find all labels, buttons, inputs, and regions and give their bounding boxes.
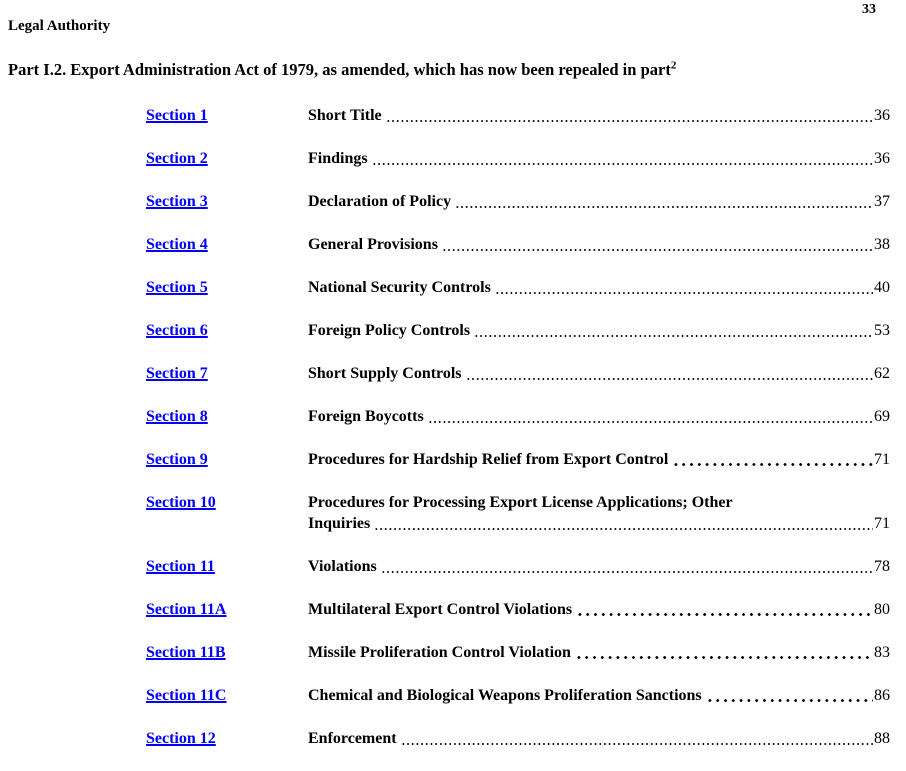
toc-page-number: 83 [874, 644, 890, 661]
section-link-cell [146, 449, 308, 470]
section-link-cell [146, 492, 308, 513]
toc-page-number: 78 [874, 558, 890, 575]
section-link[interactable]: Section 12 [146, 730, 216, 747]
toc-title: Enforcement [308, 730, 397, 747]
toc-title-line: Procedures for Processing Export License Applications; Other [308, 494, 733, 511]
part-label: Part I.2. [8, 60, 67, 79]
section-link-cell [146, 320, 308, 341]
section-link-cell [146, 277, 308, 298]
toc-entry-line [308, 191, 890, 212]
toc-list [0, 105, 906, 771]
toc-entry [308, 642, 890, 663]
section-link[interactable]: Section 9 [146, 451, 208, 468]
toc-entry-line [308, 406, 890, 427]
toc-entry-line [308, 513, 890, 534]
toc-entry [308, 599, 890, 620]
toc-page-number: 38 [874, 236, 890, 253]
section-link-cell [146, 642, 308, 663]
toc-title: Foreign Policy Controls [308, 322, 471, 339]
toc-page-number: 36 [874, 150, 890, 167]
toc-row [146, 449, 890, 470]
section-link-cell [146, 234, 308, 255]
section-link[interactable]: Section 11C [146, 687, 227, 704]
toc-title: Violations [308, 558, 377, 575]
page-number: 33 [862, 2, 876, 17]
toc-row [146, 277, 890, 298]
section-link[interactable]: Section 6 [146, 322, 208, 339]
toc-page-number: 40 [874, 279, 890, 296]
section-link[interactable]: Section 8 [146, 408, 208, 425]
toc-title: Inquiries [308, 515, 371, 532]
toc-row [146, 234, 890, 255]
toc-page-number: 88 [874, 730, 890, 747]
toc-entry-line [308, 234, 890, 255]
toc-row [146, 105, 890, 126]
toc-row [146, 492, 890, 534]
toc-title: Short Supply Controls [308, 365, 462, 382]
section-link-cell [146, 685, 308, 706]
running-header: Legal Authority [8, 18, 111, 34]
dot-leader [442, 234, 873, 255]
toc-title: Short Title [308, 107, 382, 124]
dot-leader [706, 685, 873, 706]
toc-title: Foreign Boycotts [308, 408, 424, 425]
toc-row [146, 320, 890, 341]
section-link[interactable]: Section 11A [146, 601, 227, 618]
toc-entry [308, 234, 890, 255]
toc-page-number: 36 [874, 107, 890, 124]
section-link[interactable]: Section 2 [146, 150, 208, 167]
toc-entry [308, 363, 890, 384]
toc-entry-line [308, 148, 890, 169]
toc-row [146, 148, 890, 169]
toc-page-number: 80 [874, 601, 890, 618]
toc-entry [308, 320, 890, 341]
toc-title: Procedures for Hardship Relief from Export Control [308, 451, 669, 468]
toc-row [146, 728, 890, 749]
toc-entry [308, 406, 890, 427]
section-link[interactable]: Section 11 [146, 558, 215, 575]
toc-entry-line [308, 105, 890, 126]
toc-title: Chemical and Biological Weapons Proliferation Sanctions [308, 687, 702, 704]
toc-row [146, 363, 890, 384]
toc-row [146, 406, 890, 427]
toc-page-number: 37 [874, 193, 890, 210]
toc-page-number: 69 [874, 408, 890, 425]
toc-entry-line [308, 556, 890, 577]
toc-page-number: 62 [874, 365, 890, 382]
dot-leader [401, 728, 873, 749]
section-link-cell [146, 363, 308, 384]
toc-entry-line [308, 685, 890, 706]
section-link[interactable]: Section 7 [146, 365, 208, 382]
toc-entry-line [308, 599, 890, 620]
section-link-cell [146, 599, 308, 620]
toc-title: National Security Controls [308, 279, 491, 296]
toc-title: Missile Proliferation Control Violation [308, 644, 571, 661]
part-title: Export Administration Act of 1979, as amended, which has now been repealed in part [70, 60, 671, 79]
part-heading [8, 60, 676, 80]
section-link[interactable]: Section 5 [146, 279, 208, 296]
toc-page-number: 53 [874, 322, 890, 339]
toc-entry [308, 492, 890, 534]
toc-title: Findings [308, 150, 368, 167]
section-link[interactable]: Section 10 [146, 494, 216, 511]
toc-entry-line [308, 728, 890, 749]
section-link-cell [146, 148, 308, 169]
section-link-cell [146, 406, 308, 427]
toc-entry-line [308, 642, 890, 663]
toc-entry-line [308, 277, 890, 298]
toc-page-number: 86 [874, 687, 890, 704]
toc-title: General Provisions [308, 236, 438, 253]
toc-entry [308, 191, 890, 212]
section-link-cell [146, 191, 308, 212]
dot-leader [672, 449, 873, 470]
dot-leader [495, 277, 873, 298]
section-link[interactable]: Section 1 [146, 107, 208, 124]
toc-entry [308, 105, 890, 126]
section-link[interactable]: Section 4 [146, 236, 208, 253]
toc-row [146, 191, 890, 212]
toc-row [146, 642, 890, 663]
dot-leader [381, 556, 873, 577]
section-link[interactable]: Section 3 [146, 193, 208, 210]
toc-title: Declaration of Policy [308, 193, 452, 210]
toc-page-number: 71 [874, 451, 890, 468]
toc-entry [308, 556, 890, 577]
toc-title: Multilateral Export Control Violations [308, 601, 573, 618]
toc-entry [308, 277, 890, 298]
section-link-cell [146, 105, 308, 126]
dot-leader [372, 148, 873, 169]
toc-entry-line [308, 320, 890, 341]
dot-leader [428, 406, 873, 427]
dot-leader [466, 363, 873, 384]
toc-row [146, 556, 890, 577]
dot-leader [575, 642, 873, 663]
toc-entry [308, 148, 890, 169]
toc-page-number: 71 [874, 515, 890, 532]
dot-leader [576, 599, 873, 620]
toc-row [146, 685, 890, 706]
toc-entry [308, 728, 890, 749]
section-link-cell [146, 728, 308, 749]
dot-leader [474, 320, 873, 341]
toc-entry [308, 449, 890, 470]
toc-entry-line [308, 363, 890, 384]
toc-row [146, 599, 890, 620]
section-link[interactable]: Section 11B [146, 644, 226, 661]
toc-entry-line [308, 449, 890, 470]
toc-entry [308, 685, 890, 706]
footnote-reference: 2 [670, 59, 677, 72]
section-link-cell [146, 556, 308, 577]
dot-leader [374, 513, 873, 534]
dot-leader [455, 191, 873, 212]
dot-leader [386, 105, 873, 126]
